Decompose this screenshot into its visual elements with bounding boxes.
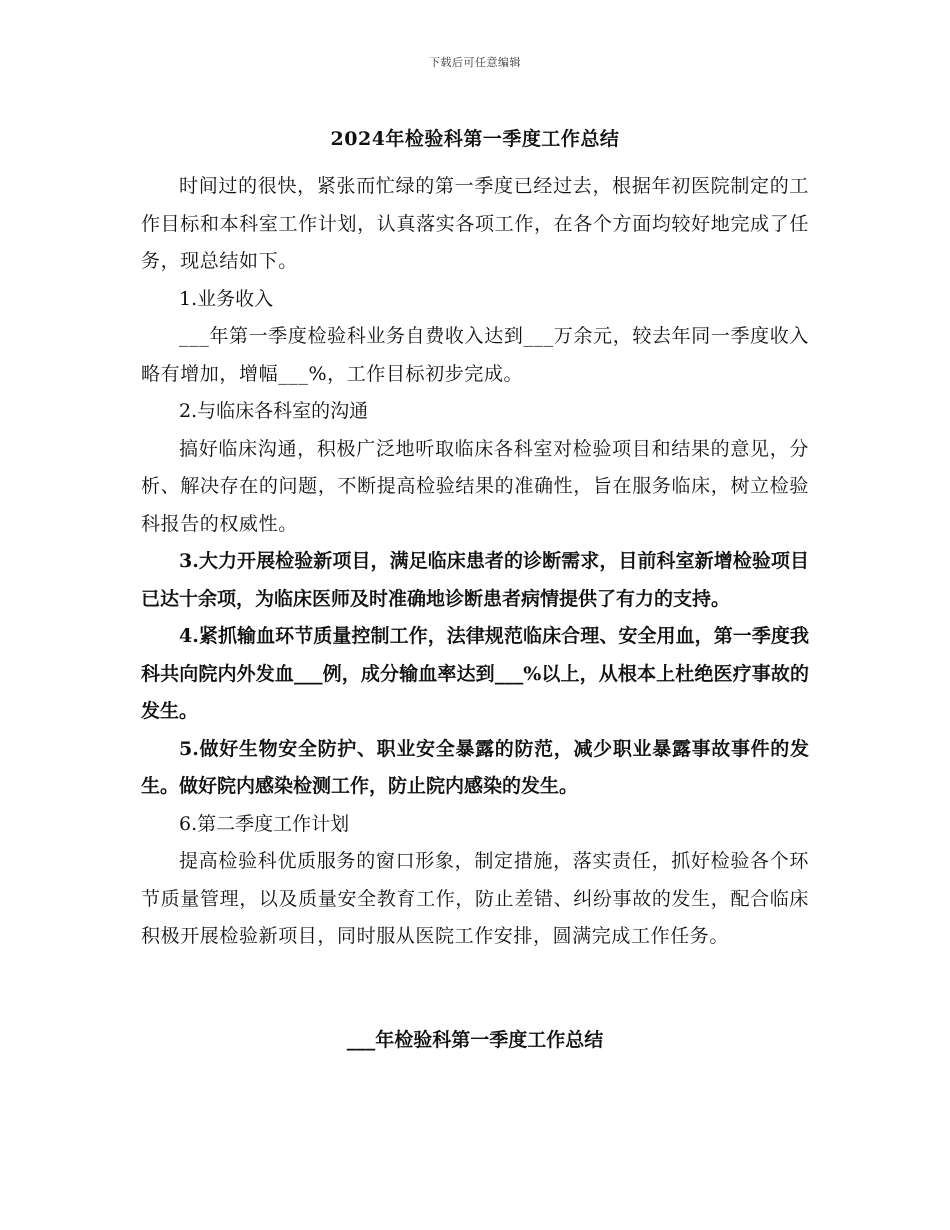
intro-paragraph: 时间过的很快，紧张而忙绿的第一季度已经过去，根据年初医院制定的工作目标和本科室工作计划，认真落实各项工作，在各个方面均较好地完成了任务，现总结如下。 xyxy=(141,175,809,272)
section-heading-income: 1.业务收入 xyxy=(179,287,274,310)
bold-item-blood-transfusion: 4.紧抓输血环节质量控制工作，法律规范临床合理、安全用血，第一季度我科共向院内外发血___例，成分输血率达到___%以上，从根本上杜绝医疗事故的发生。 xyxy=(141,625,809,722)
section-body-communication: 搞好临床沟通，积极广泛地听取临床各科室对检验项目和结果的意见，分析、解决存在的问题，不断提高检验结果的准确性，旨在服务临床，树立检验科报告的权威性。 xyxy=(141,437,809,535)
document-body xyxy=(141,168,809,956)
section-heading-communication: 2.与临床各科室的沟通 xyxy=(179,400,369,422)
bold-item-new-projects: 3.大力开展检验新项目，满足临床患者的诊断需求，目前科室新增检验项目已达十余项，为临床医师及时准确地诊断患者病情提供了有力的支持。 xyxy=(141,550,809,610)
bold-item-biosafety: 5.做好生物安全防护、职业安全暴露的防范，减少职业暴露事故事件的发生。做好院内感染检测工作，防止院内感染的发生。 xyxy=(141,737,809,797)
section-heading-plan: 6.第二季度工作计划 xyxy=(179,812,350,835)
document-title: 2024年检验科第一季度工作总结 xyxy=(330,128,620,150)
header-note: 下载后可任意编辑 xyxy=(429,56,521,69)
section-body-income: ___年第一季度检验科业务自费收入达到___万余元，较去年同一季度收入略有增加，增幅___%，工作目标初步完成。 xyxy=(141,325,809,385)
footer-title: ___年检验科第一季度工作总结 xyxy=(346,1029,604,1051)
section-body-plan: 提高检验科优质服务的窗口形象，制定措施，落实责任，抓好检验各个环节质量管理，以及质量安全教育工作，防止差错、纠纷事故的发生，配合临床积极开展检验新项目，同时服从医院工作安排，圆满完成工作任务。 xyxy=(141,850,809,947)
